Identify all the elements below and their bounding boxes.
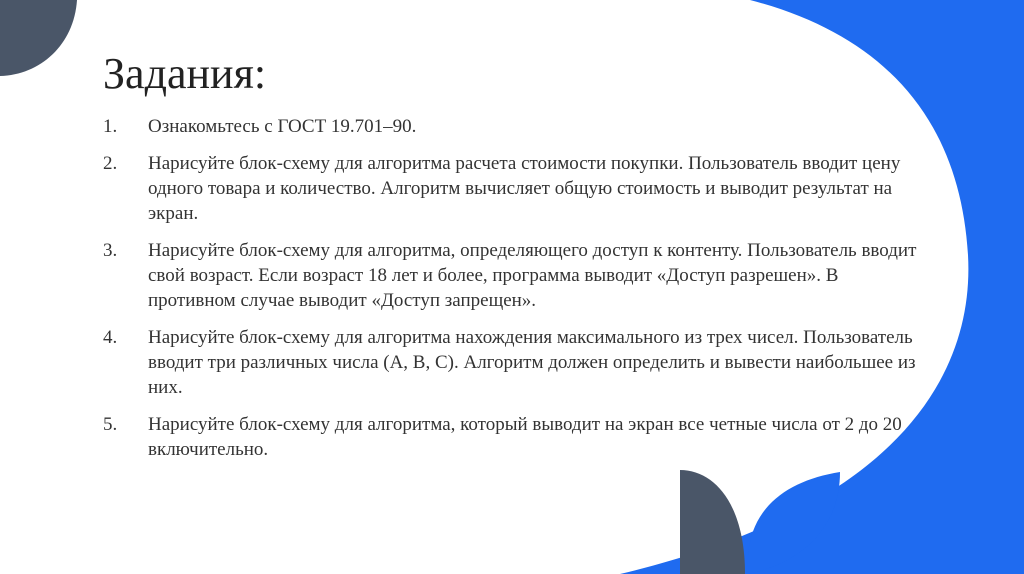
task-text: Ознакомьтесь с ГОСТ 19.701–90. (148, 116, 417, 137)
task-text: Нарисуйте блок-схему для алгоритма нахождения максимального из трех чисел. Пользователь вводит три различных числа (A, B, C). Алгоритм должен определить и вывести наибольшее из них. (148, 327, 916, 398)
task-text: Нарисуйте блок-схему для алгоритма расчета стоимости покупки. Пользователь вводит цену одного товара и количество. Алгоритм вычисляет общую стоимость и выводит результат на экран. (148, 153, 901, 224)
task-text: Нарисуйте блок-схему для алгоритма, который выводит на экран все четные числа от 2 до 20 включительно. (148, 414, 902, 460)
task-item (103, 151, 923, 226)
task-number: 2. (103, 153, 118, 174)
task-text: Нарисуйте блок-схему для алгоритма, определяющего доступ к контенту. Пользователь вводит свой возраст. Если возраст 18 лет и более, программа выводит «Доступ разрешен». В противном случае выводит «Доступ запрещен». (148, 240, 917, 311)
task-item (103, 325, 923, 400)
slide-title: Задания: (103, 49, 267, 98)
task-item (103, 238, 923, 313)
task-list (103, 114, 923, 474)
task-number: 1. (103, 116, 118, 137)
task-item (103, 114, 923, 139)
task-number: 4. (103, 327, 118, 348)
task-item (103, 412, 923, 462)
task-number: 5. (103, 414, 118, 435)
task-number: 3. (103, 240, 118, 261)
